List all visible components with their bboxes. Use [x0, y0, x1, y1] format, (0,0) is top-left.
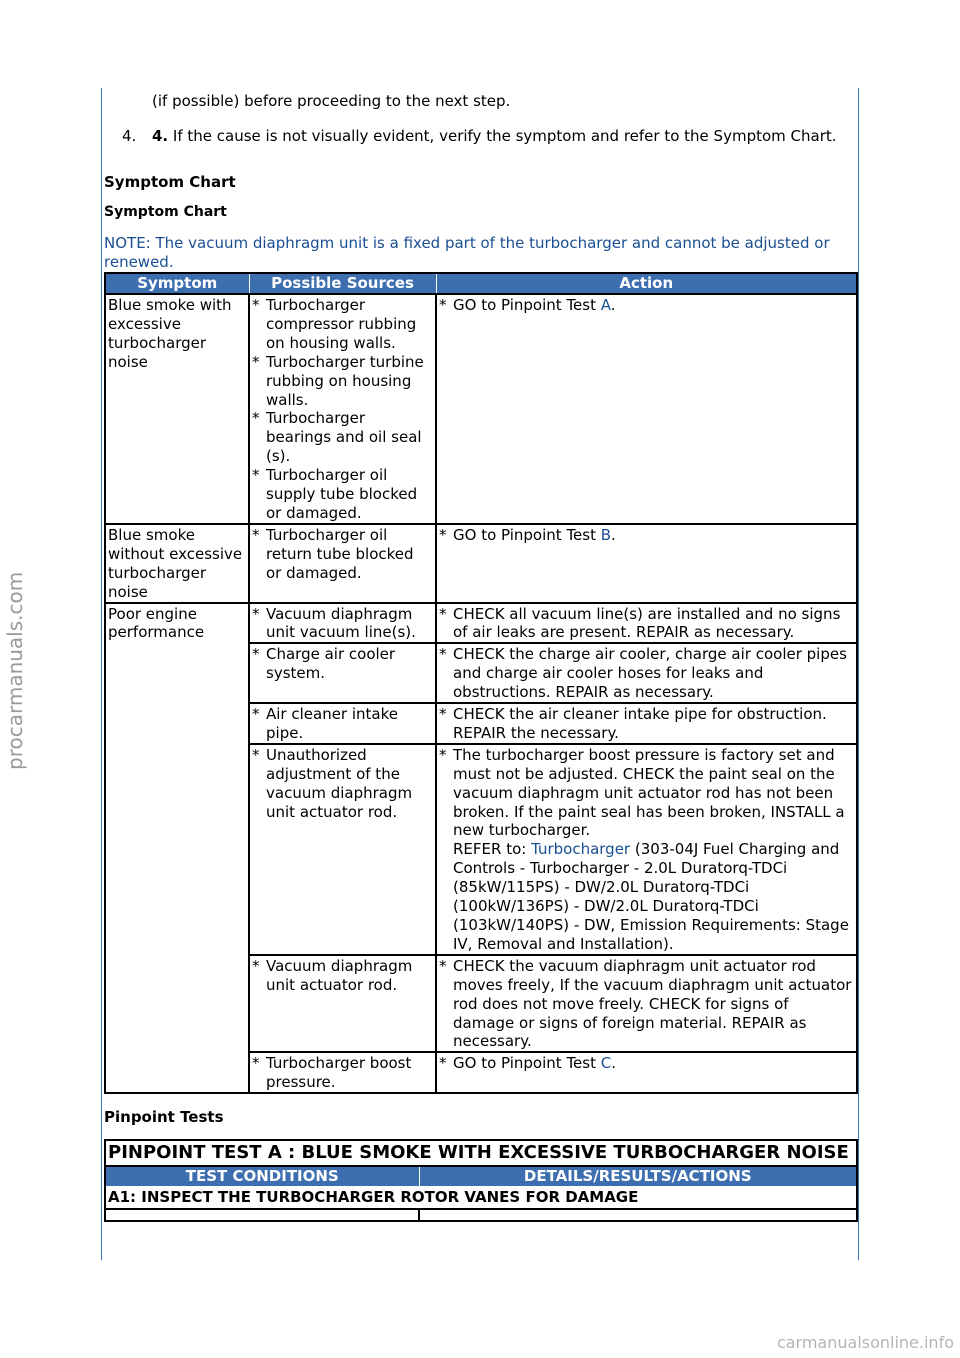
vacuum-diaphragm-note: NOTE: The vacuum diaphragm unit is a fixed part of the turbocharger and cannot be adjusted or renewed. [104, 234, 830, 271]
sources-cell [249, 524, 436, 603]
step-4-bold: 4. [152, 127, 169, 145]
header-test-conditions: TEST CONDITIONS [105, 1166, 419, 1187]
pinpoint-c-link[interactable]: C [600, 1054, 612, 1073]
action-item: * CHECK the charge air cooler, charge air cooler pipes and charge air cooler hoses for leaks and obstructions. REPAIR as necessary. [439, 645, 854, 702]
table-row [105, 603, 857, 644]
source-item: * Vacuum diaphragm unit vacuum line(s). [252, 605, 433, 643]
source-item: * Turbocharger bearings and oil seal (s). [252, 409, 433, 466]
header-symptom: Symptom [105, 273, 249, 294]
action-item: * CHECK the vacuum diaphragm unit actuator rod moves freely, If the vacuum diaphragm unit actuator rod does not move freely. CHECK for signs of damage or signs of foreign material. REPAIR as necessary. [439, 957, 854, 1052]
header-action: Action [436, 273, 857, 294]
source-item: * Turbocharger turbine rubbing on housing walls. [252, 353, 433, 410]
symptom-table [104, 272, 858, 1094]
table-row [105, 294, 857, 524]
refer-to-text [453, 840, 854, 953]
symptom-cell: Blue smoke with excessive turbocharger noise [105, 294, 249, 524]
turbocharger-link[interactable]: Turbocharger [531, 840, 631, 859]
source-item: * Charge air cooler system. [252, 645, 433, 683]
symptom-table-header [105, 273, 857, 294]
refer-suffix: (303-04J Fuel Charging and Controls - Turbocharger - 2.0L Duratorq-TDCi (85kW/115PS) - DW/2.0L Duratorq-TDCi (100kW/136PS) - DW/2.0L Duratorq-TDCi (103kW/140PS) - DW, Emission Requirements: Stage IV, Removal and Installation). [453, 840, 849, 953]
source-item: * Air cleaner intake pipe. [252, 705, 433, 743]
source-item: * Turbocharger oil return tube blocked or damaged. [252, 526, 433, 583]
action-text: GO to Pinpoint Test [453, 296, 601, 314]
sources-cell [249, 703, 436, 744]
header-possible-sources: Possible Sources [249, 273, 436, 294]
refer-prefix: REFER to: [453, 840, 532, 859]
action-item [439, 296, 854, 315]
pinpoint-a-link[interactable]: A [600, 296, 611, 314]
action-cell [436, 744, 857, 955]
action-item: * CHECK all vacuum line(s) are installed and no signs of air leaks are present. REPAIR as necessary. [439, 605, 854, 643]
pinpoint-body-row [105, 1209, 857, 1221]
action-item: * CHECK the air cleaner intake pipe for obstruction. REPAIR the necessary. [439, 705, 854, 743]
sources-cell [249, 294, 436, 524]
step-4-text [104, 127, 856, 146]
action-cell [436, 603, 857, 644]
symptom-chart-subheading: Symptom Chart [104, 204, 227, 220]
step-4-number: 4. [122, 127, 137, 145]
pinpoint-body-left [105, 1209, 419, 1221]
right-margin-rule [858, 88, 859, 1260]
symptom-chart-heading: Symptom Chart [104, 173, 236, 191]
pinpoint-body-right [419, 1209, 857, 1221]
pinpoint-b-link[interactable]: B [600, 525, 612, 544]
sources-cell [249, 603, 436, 644]
symptom-cell: Blue smoke without excessive turbocharger noise [105, 524, 249, 603]
pinpoint-test-a-title: PINPOINT TEST A : BLUE SMOKE WITH EXCESSIVE TURBOCHARGER NOISE [105, 1140, 857, 1166]
action-text: * The turbocharger boost pressure is factory set and must not be adjusted. CHECK the paint seal on the vacuum diaphragm unit actuator rod has not been broken. If the paint seal has been broken, INSTALL a new turbocharger. [453, 745, 845, 840]
side-watermark: procarmanuals.com [3, 571, 27, 770]
step-4 [104, 127, 856, 146]
action-cell [436, 703, 857, 744]
action-cell [436, 1052, 857, 1093]
pinpoint-tests-heading: Pinpoint Tests [104, 1108, 224, 1127]
source-item: * Unauthorized adjustment of the vacuum diaphragm unit actuator rod. [252, 746, 433, 822]
step-4-body: If the cause is not visually evident, verify the symptom and refer to the Symptom Chart. [168, 127, 837, 145]
sources-cell [249, 643, 436, 703]
pinpoint-test-a-table [104, 1139, 858, 1222]
document-content [104, 92, 856, 1222]
action-item [439, 526, 854, 545]
action-text-end: . [611, 1054, 617, 1073]
header-details-results-actions: DETAILS/RESULTS/ACTIONS [419, 1166, 857, 1187]
pinpoint-header-row [105, 1166, 857, 1187]
pinpoint-step-a1: A1: INSPECT THE TURBOCHARGER ROTOR VANES FOR DAMAGE [105, 1187, 857, 1210]
sources-cell [249, 955, 436, 1053]
sources-cell [249, 1052, 436, 1093]
footer-watermark: carmanualsonline.info [776, 1333, 954, 1352]
action-cell [436, 524, 857, 603]
source-item: * Turbocharger compressor rubbing on housing walls. [252, 296, 433, 353]
table-row [105, 524, 857, 603]
symptom-cell: Poor engine performance [105, 603, 249, 1094]
source-item: * Turbocharger boost pressure. [252, 1054, 433, 1092]
action-text-end: . [611, 525, 616, 544]
action-text: GO to Pinpoint Test [453, 525, 601, 544]
action-cell [436, 643, 857, 703]
step-continuation: (if possible) before proceeding to the next step. [152, 92, 511, 110]
sources-cell [249, 744, 436, 955]
action-item [439, 1054, 854, 1073]
left-margin-rule [101, 88, 102, 1260]
action-text-end: . [610, 296, 616, 314]
action-item [439, 746, 854, 954]
action-cell [436, 294, 857, 524]
source-item: * Turbocharger oil supply tube blocked or damaged. [252, 466, 433, 523]
action-text: GO to Pinpoint Test [453, 1054, 601, 1073]
action-cell [436, 955, 857, 1053]
source-item: * Vacuum diaphragm unit actuator rod. [252, 957, 433, 995]
